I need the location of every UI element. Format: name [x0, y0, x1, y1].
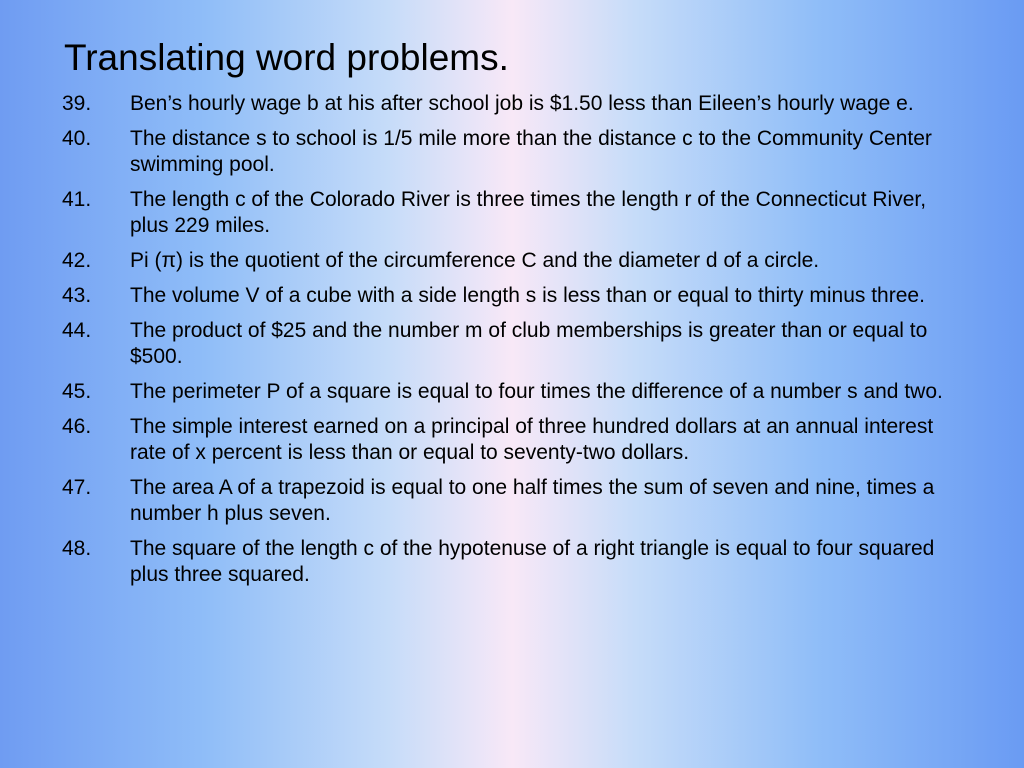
item-number: 43.: [62, 284, 92, 307]
list-item: [62, 91, 968, 117]
list-item: [62, 536, 968, 588]
list-item: [62, 318, 968, 370]
item-number: 46.: [62, 415, 92, 438]
list-item: [62, 248, 968, 274]
list-item: [62, 187, 968, 239]
item-text: The square of the length c of the hypotenuse of a right triangle is equal to four squared plus three squared.: [130, 537, 935, 586]
item-text: Ben’s hourly wage b at his after school job is $1.50 less than Eileen’s hourly wage e.: [130, 92, 914, 115]
item-text: The length c of the Colorado River is three times the length r of the Connecticut River, plus 229 miles.: [130, 188, 927, 237]
list-item: [62, 379, 968, 405]
list-item: [62, 126, 968, 178]
item-number: 40.: [62, 127, 92, 150]
list-item: [62, 475, 968, 527]
item-text: The volume V of a cube with a side length s is less than or equal to thirty minus three.: [130, 284, 925, 307]
item-number: 48.: [62, 537, 92, 560]
item-number: 42.: [62, 249, 92, 272]
slide-title: Translating word problems.: [64, 37, 509, 78]
list-item: [62, 414, 968, 466]
item-text: The distance s to school is 1/5 mile more than the distance c to the Community Center swimming pool.: [130, 127, 932, 176]
list-item: [62, 283, 968, 309]
problem-list: [62, 91, 968, 597]
item-number: 39.: [62, 92, 92, 115]
item-text: Pi (π) is the quotient of the circumference C and the diameter d of a circle.: [130, 249, 820, 272]
item-number: 47.: [62, 476, 92, 499]
item-text: The perimeter P of a square is equal to four times the difference of a number s and two.: [130, 380, 943, 403]
item-number: 44.: [62, 319, 92, 342]
item-text: The product of $25 and the number m of club memberships is greater than or equal to $500.: [130, 319, 928, 368]
item-number: 45.: [62, 380, 92, 403]
item-text: The simple interest earned on a principal of three hundred dollars at an annual interest rate of x percent is less than or equal to seventy-two dollars.: [130, 415, 934, 464]
item-number: 41.: [62, 188, 92, 211]
item-text: The area A of a trapezoid is equal to one half times the sum of seven and nine, times a number h plus seven.: [130, 476, 935, 525]
